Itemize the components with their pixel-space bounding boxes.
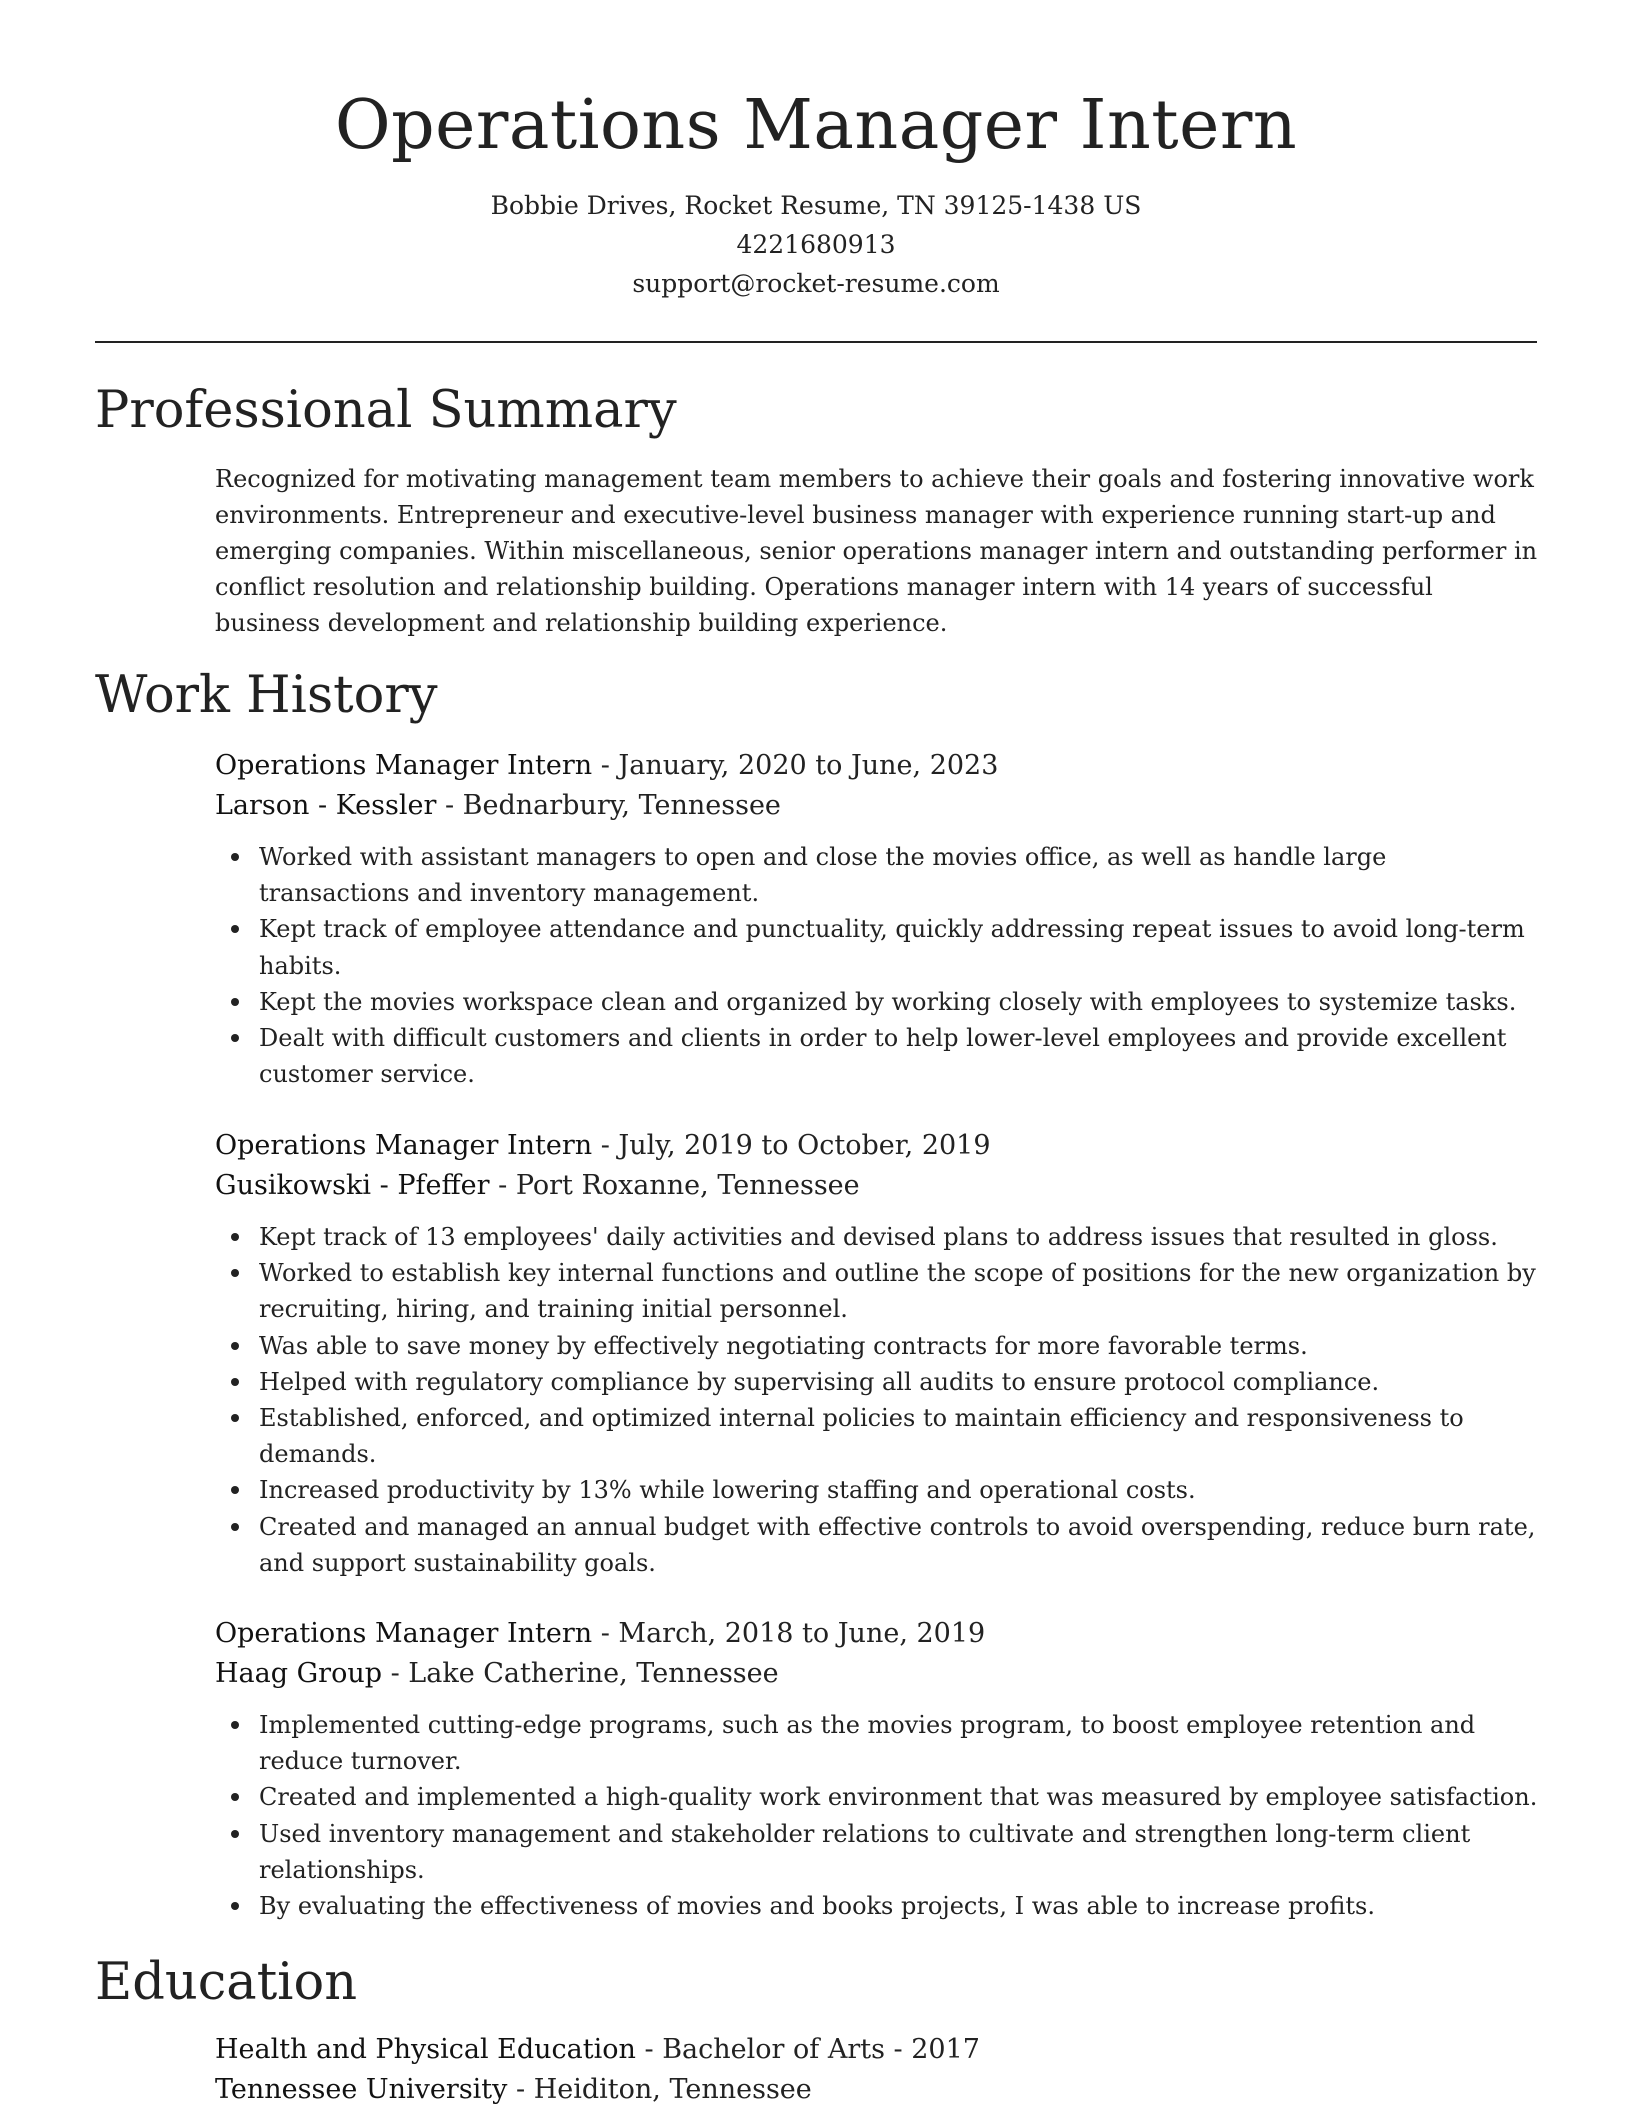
- contact-email: support@rocket-resume.com: [632, 269, 1000, 298]
- job-bullet: By evaluating the effectiveness of movies and books projects, I was able to increase profits.: [259, 1888, 1540, 1924]
- job-entry: [215, 746, 1540, 1092]
- job-position: Operations Manager Intern: [215, 1130, 593, 1161]
- job-location: - Port Roxanne, Tennessee: [489, 1170, 860, 1201]
- education-degree-line: [215, 2030, 1540, 2070]
- job-bullets: [215, 839, 1540, 1092]
- job-position: Operations Manager Intern: [215, 750, 593, 781]
- section-title-summary: Professional Summary: [95, 381, 677, 440]
- candidate-name: Operations Manager Intern: [334, 86, 1298, 165]
- education-entry: [215, 2030, 1540, 2110]
- job-dates: - July, 2019 to October, 2019: [592, 1130, 991, 1161]
- job-dates: - January, 2020 to June, 2023: [592, 750, 999, 781]
- education-location: - Heiditon, Tennessee: [507, 2074, 812, 2105]
- job-location: - Lake Catherine, Tennessee: [382, 1658, 779, 1689]
- job-title-line: [215, 1126, 1540, 1166]
- job-position: Operations Manager Intern: [215, 1618, 593, 1649]
- contact-phone: 4221680913: [736, 230, 896, 259]
- job-entry: [215, 1614, 1540, 1924]
- job-company-line: [215, 1654, 1540, 1694]
- job-company: Gusikowski - Pfeffer: [215, 1170, 490, 1201]
- job-company-line: [215, 1166, 1540, 1206]
- job-bullet: Kept track of employee attendance and punctuality, quickly addressing repeat issues to avoid long-term habits.: [259, 911, 1540, 983]
- education-field: Health and Physical Education: [215, 2034, 636, 2065]
- section-title-education: Education: [95, 1953, 358, 2012]
- job-company: Haag Group: [215, 1658, 383, 1689]
- job-bullet: Increased productivity by 13% while lowering staffing and operational costs.: [259, 1472, 1540, 1508]
- education-school: Tennessee University: [215, 2074, 508, 2105]
- education-degree-year: - Bachelor of Arts - 2017: [635, 2034, 980, 2065]
- job-bullet: Created and implemented a high-quality work environment that was measured by employee satisfaction.: [259, 1779, 1540, 1815]
- job-bullet: Used inventory management and stakeholder relations to cultivate and strengthen long-term client relationships.: [259, 1816, 1540, 1888]
- job-bullet: Dealt with difficult customers and clients in order to help lower-level employees and provide excellent customer service.: [259, 1020, 1540, 1092]
- job-bullet: Kept the movies workspace clean and organized by working closely with employees to systemize tasks.: [259, 984, 1540, 1020]
- job-bullet: Worked with assistant managers to open and close the movies office, as well as handle large transactions and inventory management.: [259, 839, 1540, 911]
- job-bullet: Kept track of 13 employees' daily activities and devised plans to address issues that resulted in gloss.: [259, 1219, 1540, 1255]
- job-bullet: Implemented cutting-edge programs, such as the movies program, to boost employee retention and reduce turnover.: [259, 1707, 1540, 1779]
- job-company-line: [215, 786, 1540, 826]
- job-title-line: [215, 1614, 1540, 1654]
- job-company: Larson - Kessler: [215, 790, 437, 821]
- job-bullet: Was able to save money by effectively negotiating contracts for more favorable terms.: [259, 1328, 1540, 1364]
- summary-text: Recognized for motivating management team members to achieve their goals and fostering innovative work environments. Entrepreneur and executive-level business manager with experience running start-up and emerging companies. Within miscellaneous, senior operations manager intern and outstanding performer in conflict resolution and relationship building. Operations manager intern with 14 years of successful business development and relationship building experience.: [215, 465, 1538, 637]
- job-entry: [215, 1126, 1540, 1581]
- header-divider: [95, 341, 1537, 343]
- section-title-work-history: Work History: [95, 666, 438, 725]
- job-title-line: [215, 746, 1540, 786]
- job-bullet: Worked to establish key internal functions and outline the scope of positions for the new organization by recruiting, hiring, and training initial personnel.: [259, 1255, 1540, 1327]
- job-bullet: Created and managed an annual budget with effective controls to avoid overspending, reduce burn rate, and support sustainability goals.: [259, 1509, 1540, 1581]
- job-bullets: [215, 1219, 1540, 1581]
- job-location: - Bednarbury, Tennessee: [436, 790, 781, 821]
- education-school-line: [215, 2070, 1540, 2110]
- resume-header: [0, 0, 1632, 303]
- job-dates: - March, 2018 to June, 2019: [592, 1618, 986, 1649]
- job-bullet: Established, enforced, and optimized internal policies to maintain efficiency and responsiveness to demands.: [259, 1400, 1540, 1472]
- job-bullet: Helped with regulatory compliance by supervising all audits to ensure protocol compliance.: [259, 1364, 1540, 1400]
- job-bullets: [215, 1707, 1540, 1924]
- contact-address: Bobbie Drives, Rocket Resume, TN 39125-1438 US: [490, 191, 1142, 220]
- contact-info: [0, 186, 1632, 303]
